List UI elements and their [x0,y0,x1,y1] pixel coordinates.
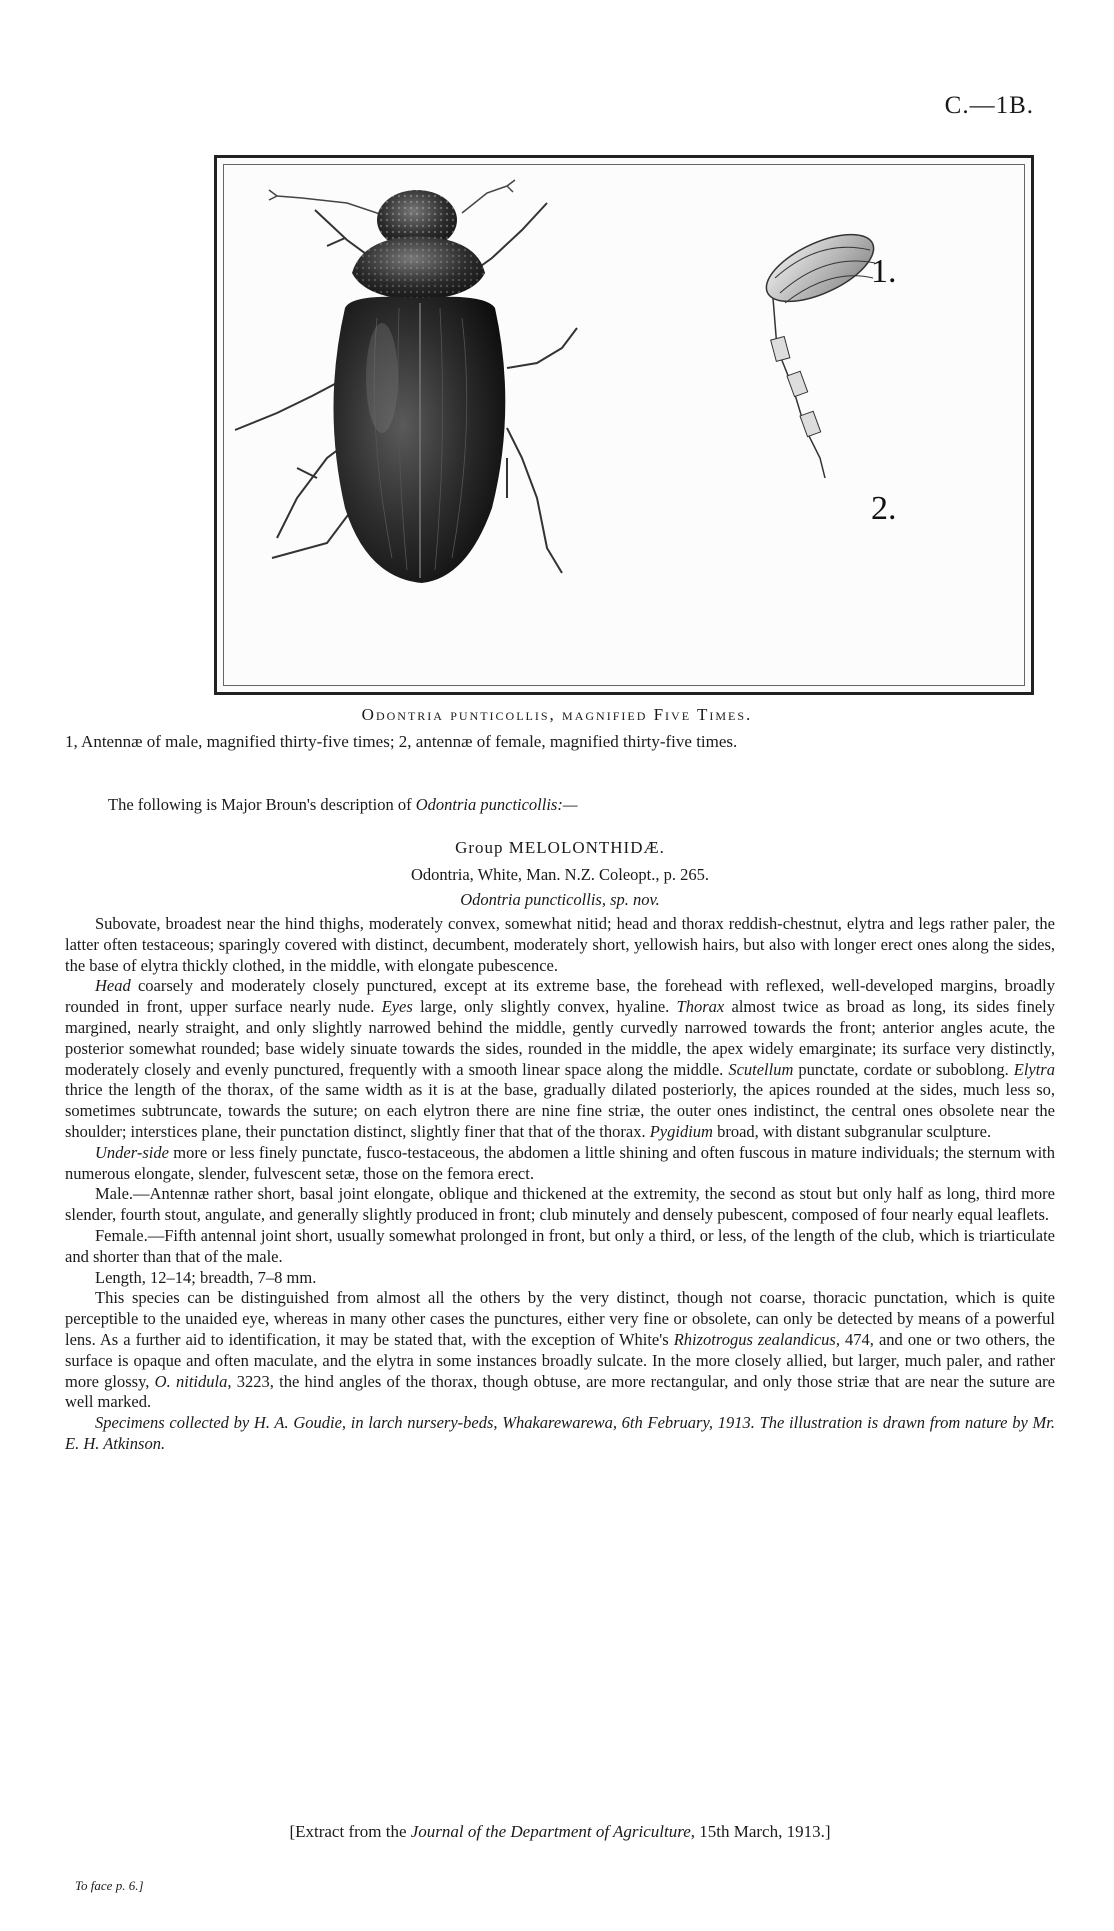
genus-heading: Odontria, White, Man. N.Z. Colеopt., p. 265. [410,865,710,884]
term-nitidula: O. nitidula [154,1371,228,1391]
text-span: broad, with distant subgranular sculpture. [712,1121,992,1141]
paragraph-diagnosis [65,1288,1055,1413]
text-span: punctate, cordate or suboblong. [793,1059,1014,1079]
highlight [366,323,398,433]
paragraph-female: Female.—Fifth antennal joint short, usually somewhat prolonged in front, but only a third, or less, of the length of the club, which is triarticulate and shorter than that of the male. [65,1225,1055,1266]
extract-text-a: [Extract from the [289,1822,411,1841]
text-span: large, only slightly convex, hyaline. [412,997,677,1017]
figure-caption-sub: 1, Antennæ of male, magnified thirty-five times; 2, antennæ of female, magnified thirty-five times. [65,732,738,751]
text-span: This species can be distinguished from almost all the others by the very distinct, though not coarse, thoracic punctation, which is quite perceptible to the unaided eye, whereas in many other cases the punctures, either very fine or obsolete, can only be detected by means of a powerful lens. As a further aid to identification, it may be stated that, with the exception of White's [65,1288,1055,1349]
page-reference: C.—1B. [944,92,1034,119]
figure-label-1: 1. [871,253,897,290]
antenna-male [757,221,883,478]
term-pygidium: Pygidium [649,1121,713,1141]
intro-line [108,795,1048,816]
term-scutellum: Scutellum [728,1059,794,1079]
text-span: more or less finely punctate, fusco-testaceous, the abdomen a little shining and often fuscous in mature individuals; the sternum with numerous elongate, slender, fulvescent setæ, those on the femora erect. [65,1142,1055,1183]
paragraph-general: Subovate, broadest near the hind thighs, moderately convex, somewhat nitid; head and thorax reddish-chestnut, elytra and legs rather paler, the latter often testaceous; sparingly covered with distinct, decumbent, moderately short, yellowish hairs, but also with longer erect ones along the sides, the base of elytra thickly clothed, in the middle, with elongate pubescence. [65,914,1055,975]
text-span: , 474, and one or two others, the surface is opaque and often maculate, and the elytra in some instances broadly sulcate. In the more closely allied, but larger, much paler, and rather more glossy, [65,1329,1055,1391]
extract-journal: Journal of the Department of Agriculture [410,1822,691,1841]
text-span: coarsely and moderately closely punctured, except at its extreme base, the forehead with reflexed, well-developed margins, broadly rounded in front, upper surface nearly nude. [65,976,1055,1017]
intro-text: The following is Major Broun's description of [108,795,416,814]
intro-species: Odontria puncticollis:— [415,795,578,814]
term-eyes: Eyes [381,997,413,1017]
figure-caption-title: Odontria punticollis, magnified Five Times. [361,705,753,724]
species-heading: Odontria puncticollis, sp. nov. [460,890,660,909]
paragraph-specimens: Specimens collected by H. A. Goudie, in larch nursery-beds, Whakarewarewa, 6th February, 1913. The illustration is drawn from nature by Mr. E. H. Atkinson. [65,1413,1055,1453]
illustration-plate [214,155,1034,695]
term-underside: Under-side [95,1142,169,1162]
term-rhizotrogus: Rhizotrogus zealandicus [673,1329,836,1349]
extract-note [65,1822,1055,1843]
text-span: thrice the length of the thorax, of the same width as it is at the base, gradually dilated posteriorly, the apices rounded at the sides, much less so, sometimes subtruncate, towards the suture; on each elytron there are nine fine striæ, the outer ones indistinct, the central ones obsolete near the shoulder; interstices plane, their punctation distinct, slightly finer that that of the thorax. [65,1080,1055,1141]
description-body [65,914,1055,1455]
group-heading: Group MELOLONTHIDÆ. [455,838,665,857]
extract-text-b: , 15th March, 1913.] [690,1822,831,1841]
paragraph-male: Male.—Antennæ rather short, basal joint elongate, oblique and thickened at the extremity, the second as stout but only half as long, third more slender, fourth stout, angulate, and generally slightly produced in front; club minutely and densely pubescent, composed of four nearly equal leaflets. [65,1184,1055,1225]
page-footnote: To face p. 6.] [75,1878,144,1893]
beetle-illustration [217,158,1031,692]
figure-label-2: 2. [871,490,897,527]
term-thorax: Thorax [676,997,725,1017]
term-head: Head [95,976,131,996]
paragraph-length: Length, 12–14; breadth, 7–8 mm. [95,1267,317,1287]
text-span: almost twice as broad as long, its sides finely margined, nearly straight, and only slightly narrowed behind the middle, gently curvedly narrowed towards the front; anterior angles acute, the posterior somewhat rounded; base widely sinuate towards the sides, rounded in the middle, the apex widely emarginate; its surface very distinctly, moderately closely and evenly punctured, frequently with a smooth linear space along the middle. [65,997,1055,1079]
term-elytra: Elytra [1013,1059,1055,1079]
text-span: , 3223, the hind angles of the thorax, though obtuse, are more rectangular, and only those striæ that are near the suture are well marked. [65,1371,1055,1412]
paragraph-head-thorax [65,976,1055,1142]
paragraph-underside [65,1143,1055,1185]
